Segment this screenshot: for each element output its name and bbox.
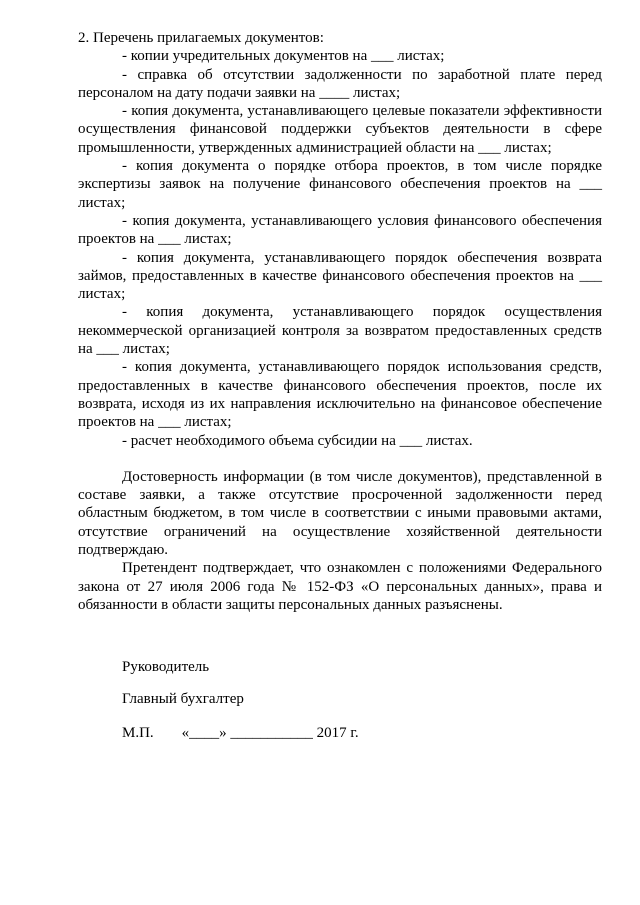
attachment-item: - копия документа, устанавливающего порядок использования средств, предоставленных в качестве финансового обеспечения проектов, после их возврата, исходя из их направления исключительно на финансовое обеспечение проектов на ___ листах; xyxy=(78,359,602,431)
stamp-label: М.П. xyxy=(122,725,154,741)
date-line: «____» ___________ 2017 г. xyxy=(181,725,359,741)
accountant-signature-label: Главный бухгалтер xyxy=(122,691,244,707)
attachment-item: - копия документа, устанавливающего целевые показатели эффективности осуществления финансовой поддержки субъектов деятельности в сфере промышленности, утвержденных администрацией области на ___ листах; xyxy=(78,103,602,156)
attachment-item: - копия документа о порядке отбора проектов, в том числе порядке экспертизы заявок на получение финансового обеспечения проектов на ___ листах; xyxy=(78,158,602,211)
paragraph-spacer xyxy=(78,450,602,468)
attachment-item: - копия документа, устанавливающего условия финансового обеспечения проектов на ___ листах; xyxy=(78,212,602,248)
confirmation-paragraph: Достоверность информации (в том числе документов), представленной в составе заявки, а также отсутствие просроченной задолженности перед областным бюджетом, в том числе в соответствии с иными правовыми актами, отсутствие ограничений на осуществление хозяйственной деятельности подтверждаю. xyxy=(78,468,602,559)
attachments-list xyxy=(78,47,602,450)
attachment-item: - расчет необходимого объема субсидии на ___ листах. xyxy=(122,432,473,449)
attachment-item: - копия документа, устанавливающего порядок осуществления некоммерческой организацией контроля за возвратом предоставленных средств на ___ листах; xyxy=(78,304,602,358)
section-heading: 2. Перечень прилагаемых документов: xyxy=(78,30,324,46)
personal-data-paragraph: Претендент подтверждает, что ознакомлен с положениями Федерального закона от 27 июля 2006 года № 152-ФЗ «О персональных данных», права и обязанности в области защиты персональных данных разъяснены. xyxy=(78,560,602,613)
attachment-item: - копии учредительных документов на ___ листах; xyxy=(122,48,445,65)
attachment-item: - справка об отсутствии задолженности по заработной плате перед персоналом на дату подачи заявки на ____ листах; xyxy=(78,66,602,101)
head-signature-label: Руководитель xyxy=(122,659,210,675)
attachment-item: - копия документа, устанавливающего порядок обеспечения возврата займов, предоставленных в качестве финансового обеспечения проектов на ___ листах; xyxy=(78,249,602,303)
stamp-date-line xyxy=(122,724,482,742)
document-body xyxy=(78,29,602,614)
